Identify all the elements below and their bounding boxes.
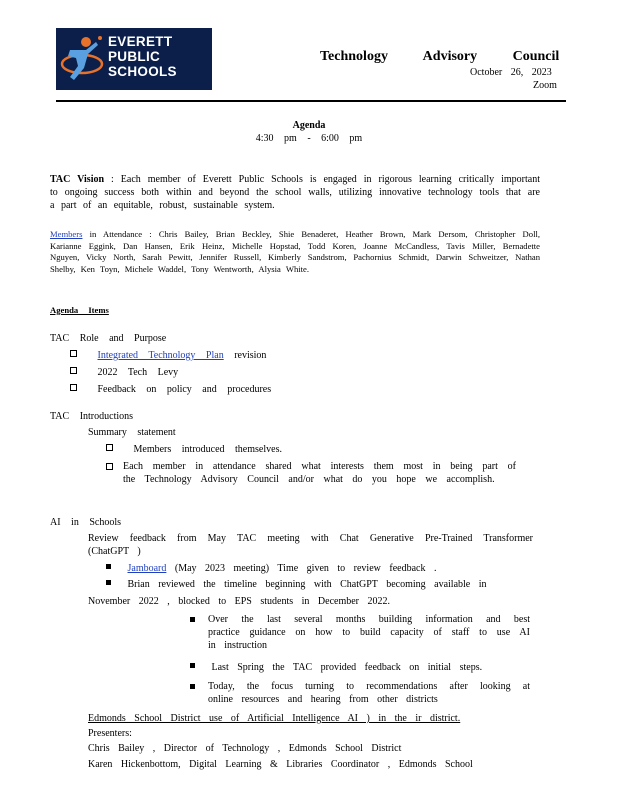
list-item xyxy=(70,366,178,379)
bullet-icon xyxy=(190,663,195,668)
header-divider xyxy=(56,100,566,102)
jamboard-link[interactable]: Jamboard xyxy=(127,563,167,574)
members-text: in Attendance : Chris Bailey, Brian Beckley, Shie Benaderet, Heather Brown, Mark Dersom, Christopher Doll, Karianne Eggink, Dan Hansen, Erik Heinz, Michelle Hopstad, Todd Koren, Joanne McCandless, Tavis Miller, Bernadette Nguyen, Vicky North, Sarah Pewitt, Jennifer Russell, Kimberly Sandstrom, Pachornius Schmidt, Darwin Schweitzer, Nathan Shelby, Ken Toyn, Michele Waddel, Tony Wentworth, Alysia White. xyxy=(50,229,540,274)
list-item-text: (May 2023 meeting) Time given to review feedback . xyxy=(174,563,437,574)
list-item-text: Today, the focus turning to recommendations after looking at online resources and hearing from other districts xyxy=(208,681,530,705)
section-role-title: TAC Role and Purpose xyxy=(50,333,167,344)
list-item-text: Brian reviewed the timeline beginning with ChatGPT becoming available in xyxy=(127,579,487,590)
summary-statement: Summary statement xyxy=(88,427,176,438)
itp-link[interactable]: Integrated Technology Plan xyxy=(97,350,224,361)
list-item-text: Members introduced themselves. xyxy=(133,444,282,455)
list-item xyxy=(106,443,282,456)
meeting-location: Zoom xyxy=(533,80,557,91)
list-item-text: Last Spring the TAC provided feedback on initial steps. xyxy=(211,662,483,673)
section-introductions-title: TAC Introductions xyxy=(50,411,134,422)
logo-line-1: EVERETT xyxy=(108,34,173,49)
presenters-label: Presenters: xyxy=(88,728,132,739)
section-ai-title: AI in Schools xyxy=(50,517,121,528)
agenda-heading: Agenda xyxy=(292,120,326,131)
agenda-time: 4:30 pm - 6:00 pm xyxy=(255,133,363,144)
meeting-date: October 26, 2023 xyxy=(470,67,552,78)
timeline-continued: November 2022 , blocked to EPS students in December 2022. xyxy=(88,596,391,607)
review-feedback: Review feedback from May TAC meeting with Chat Generative Pre-Trained Transformer (ChatGPT ) xyxy=(88,533,533,557)
logo-line-3: SCHOOLS xyxy=(108,64,177,79)
checkbox-bullet-icon xyxy=(70,350,77,357)
vision-paragraph xyxy=(50,173,540,212)
checkbox-bullet-icon xyxy=(106,463,113,470)
list-item-text: 2022 Tech Levy xyxy=(97,367,179,378)
vision-text: : Each member of Everett Public Schools is engaged in rigorous learning critically important to ongoing success both within and beyond the school walls, utilizing innovative technology tools that are a part of an equitable, robust, sustainable system. xyxy=(50,174,540,211)
document-title: Technology Advisory Council xyxy=(320,49,560,64)
vision-label: TAC Vision xyxy=(50,174,105,185)
list-item-text: Feedback on policy and procedures xyxy=(97,384,272,395)
list-item xyxy=(106,460,516,486)
list-item-text: Each member in attendance shared what interests them most in being part of the Technology Advisory Council and/or what do you hope we accomplish. xyxy=(123,461,516,485)
list-item xyxy=(70,349,266,362)
bullet-icon xyxy=(190,617,195,622)
presenter-2: Karen Hickenbottom, Digital Learning & Libraries Coordinator , Edmonds School xyxy=(88,759,473,770)
list-item xyxy=(70,383,271,396)
district-logo xyxy=(56,28,212,90)
list-item xyxy=(106,562,436,575)
list-item xyxy=(106,578,487,591)
members-paragraph xyxy=(50,229,540,275)
agenda-items-heading: Agenda Items xyxy=(50,305,109,315)
list-item-text: revision xyxy=(234,350,267,361)
list-item xyxy=(190,661,482,674)
checkbox-bullet-icon xyxy=(106,444,113,451)
list-item xyxy=(190,613,530,652)
list-item xyxy=(190,680,530,706)
logo-figure-icon xyxy=(60,32,106,86)
logo-line-2: PUBLIC xyxy=(108,49,161,64)
presenter-1: Chris Bailey , Director of Technology , Edmonds School District xyxy=(88,743,402,754)
bullet-icon xyxy=(190,684,195,689)
bullet-icon xyxy=(106,580,111,585)
checkbox-bullet-icon xyxy=(70,384,77,391)
list-item-text: Over the last several months building information and best practice guidance on how to build capacity of staff to use AI in instruction xyxy=(208,614,530,651)
members-link[interactable]: Members xyxy=(50,229,83,239)
bullet-icon xyxy=(106,564,111,569)
checkbox-bullet-icon xyxy=(70,367,77,374)
edmonds-heading: Edmonds School District use of Artificial Intelligence AI ) in the ir district. xyxy=(88,713,461,724)
